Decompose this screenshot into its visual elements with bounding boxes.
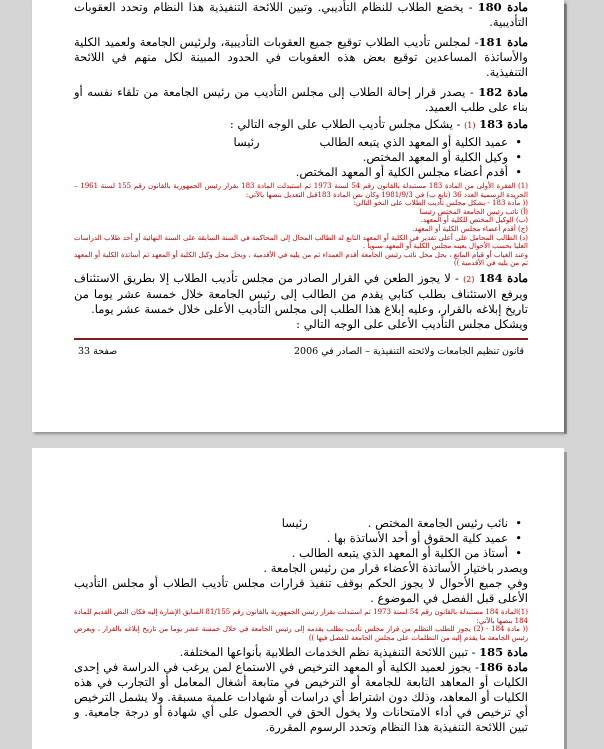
article-text: - تبين اللائحة التنفيذية نظم الخدمات الطلابية بأنواعها المختلفة. xyxy=(179,645,480,660)
list-item-text: أقدم أعضاء مجلس الكلية أو المعهد المختص. xyxy=(295,165,508,179)
footnote-ref[interactable]: (1) xyxy=(464,121,476,130)
footnote: (ج) أقدم أعضاء مجلس الكلية أو المعهد. xyxy=(412,224,528,233)
article-184 xyxy=(74,271,528,317)
list-item xyxy=(74,150,528,165)
list-item-text: نائب رئيس الجامعة المختص . xyxy=(367,516,508,530)
footnote: (ب) الوكيل المختص للكلية أو المعهد. xyxy=(420,216,528,225)
article-182 xyxy=(74,85,528,115)
paragraph: وفي جميع الأحوال لا يجوز الحكم بوقف تنفيذ قرارات مجلس تأديب الطلاب أو مجلس التأديب الأعلى قبل الفصل في الموضوع . xyxy=(74,576,528,605)
article-text: - يجوز لعميد الكلية أو المعهد الترخيص في الاستماع لمن يرغب في الدراسة في إحدى الكليات أو المعاهد التابعة للجامعة أو الترخيص في متابعة أشغال المعامل أو التجارب في هذه الكليات أو المعاهد، وذلك دون اشتراط أي دراسات أو شهادات علمية مسبقة. ولا يشمل الترخيص أي ترخيص في أداء الامتحانات ولا يخول الحق في الحصول على أي شهادة أو درجة جامعية. و تبين اللائحة التنفيذية هذا النظام وتحدد الرسوم المقررة. xyxy=(74,660,528,735)
footnote: وعند الغياب أو قيام المانع ، يحل محل نائب رئيس الجامعة أقدم العمداء ثم من يليه في الأقدمية ، ويحل محل وكيل الكلية أو المعهد ثم أساتذة الكلية أو المعهد ثم من يليه في الأقدمية )) xyxy=(74,250,528,268)
list-item-role: رئيسا xyxy=(281,516,308,530)
page-shadow xyxy=(564,4,567,434)
page-shadow xyxy=(564,452,567,749)
footnote: (( مادة 184 - (2) يجوز للطلب التظلم من قرار مجلس تأديب بطلب يقدمه إلى رئيس الجامعة في خلال خمسة عشر يوما من تاريخ إبلاغه بالقرار ، ويعرض رئيس الجامعة ما يقدم إليه من التظلمات على مجلس الجامعة للفصل فيها )) xyxy=(74,625,528,642)
footnotes xyxy=(74,608,528,642)
document-page-34 xyxy=(32,448,564,749)
footnote: (أ) نائب رئيس الجامعة المختص رئيسا xyxy=(419,207,528,216)
article-label: مادة 182 xyxy=(478,85,528,99)
article-text: - لا يجوز الطعن في القرار الصادر من مجلس تأديب الطلاب إلا بطريق الاستئناف ويرفع الاستئناف بطلب كتابي يقدم من الطالب إلى رئيس الجامعة خلال خمسة عشر يوما من تاريخ إبلاغه بالقرار، وعليه إبلاغ هذا الطلب إلى مجلس التأديب الأعلى خلال خمسة عشر يوما. xyxy=(74,270,528,316)
list-item-text: عميد كلية الحقوق أو أحد الأساتذة بها . xyxy=(326,531,508,545)
page-footer xyxy=(74,346,528,357)
article-184-tail: ويشكل مجلس التأديب الأعلى على الوجه التالي : xyxy=(296,316,528,331)
committee-list xyxy=(74,516,528,561)
list-item-text: أستاذ من الكلية أو المعهد الذي يتبعه الطالب . xyxy=(291,546,508,560)
paragraph: ويصدر باختيار الأساتذة الأعضاء قرار من رئيس الجامعة . xyxy=(263,561,528,575)
article-label: مادة 183 xyxy=(479,117,528,131)
article-185 xyxy=(74,645,528,660)
article-label: مادة 184 xyxy=(478,270,528,285)
article-text: - لمجلس تأديب الطلاب توقيع جميع العقوبات التأديبية، ولرئيس الجامعة ولعميد الكلية والأساتذة المساعدين توقيع بعض هذه العقوبات في الحدود المبينة لكل منهم في اللائحة التنفيذية. xyxy=(74,35,528,79)
list-item-text: وكيل الكلية أو المعهد المختص. xyxy=(362,150,508,164)
footnote: (1) الفقرة الأولى من المادة 183 مستبدلة بالقانون رقم 54 لسنة 1973 ثم استبدلت المادة 183 بقرار رئيس الجمهورية بالقانون رقم 155 لسنة 1961 – الجريدة الرسمية العدد 36 (تابع ب) في 1981/9/3 وكان نص المادة 183قبل التعديل بنصها بالآتي: xyxy=(74,182,528,199)
document-page-33 xyxy=(32,0,564,432)
footnotes xyxy=(74,182,528,268)
article-text: - يشكل مجلس تأديب الطلاب على الوجه التالي : xyxy=(229,117,465,131)
footnote: (1)المادة 184 مستبدلة بالقانون رقم 54 لسنة 1973 ثم استبدلت بقرار رئيس الجمهورية بالقانون رقم 81/155 السابق الإشارة إليه فكان النص القديم للمادة 184 بنصها بالآتي: xyxy=(74,608,528,625)
page-number: صفحة 33 xyxy=(78,345,118,357)
list-item xyxy=(74,135,528,150)
list-item-role: رئيسا xyxy=(233,135,260,149)
footer-title: قانون تنظيم الجامعات ولائحته التنفيذية – الصادر في 2006 xyxy=(294,345,524,357)
article-label: مادة 185 xyxy=(479,645,528,660)
article-text: - يصدر قرار إحالة الطلاب إلى مجلس التأديب من رئيس الجامعة من تلقاء نفسه أو بناء على طلب العميد. xyxy=(74,85,528,114)
article-186 xyxy=(74,660,528,735)
article-181 xyxy=(74,35,528,80)
article-text: - يخضع الطلاب للنظام التأديبي. وتبين اللائحة التنفيذية هذا النظام وتحدد العقوبات التأديبية. xyxy=(74,0,528,29)
list-item xyxy=(74,165,528,180)
list-item xyxy=(74,546,528,561)
article-label: مادة 186 xyxy=(478,660,528,675)
article-label: مادة 180 xyxy=(477,0,528,14)
list-item xyxy=(74,516,528,531)
article-180 xyxy=(74,0,528,30)
committee-list xyxy=(74,135,528,180)
list-item-text: عميد الكلية أو المعهد الذي يتبعه الطالب xyxy=(319,135,508,149)
article-183 xyxy=(74,117,528,133)
footnote: (( مادة 183 - يشكل مجلس تأديب الطلاب على النحو التالي: xyxy=(353,199,528,208)
footnote-ref[interactable]: (2) xyxy=(463,274,475,284)
article-label: مادة 181 xyxy=(478,35,528,49)
footnote: (د) الطالب المحامل على أعلى تقدير في الكلية أو المعهد التابع له الطالب المحال إلى المحاكمة في السنة السابقة على السنة النهائية أو أحد طلاب الدراسات العليا بحسب الأحوال بعينه مجلس الكلية أو المعهد سنويا . xyxy=(74,233,528,251)
footer-rule xyxy=(74,338,528,340)
list-item xyxy=(74,531,528,546)
